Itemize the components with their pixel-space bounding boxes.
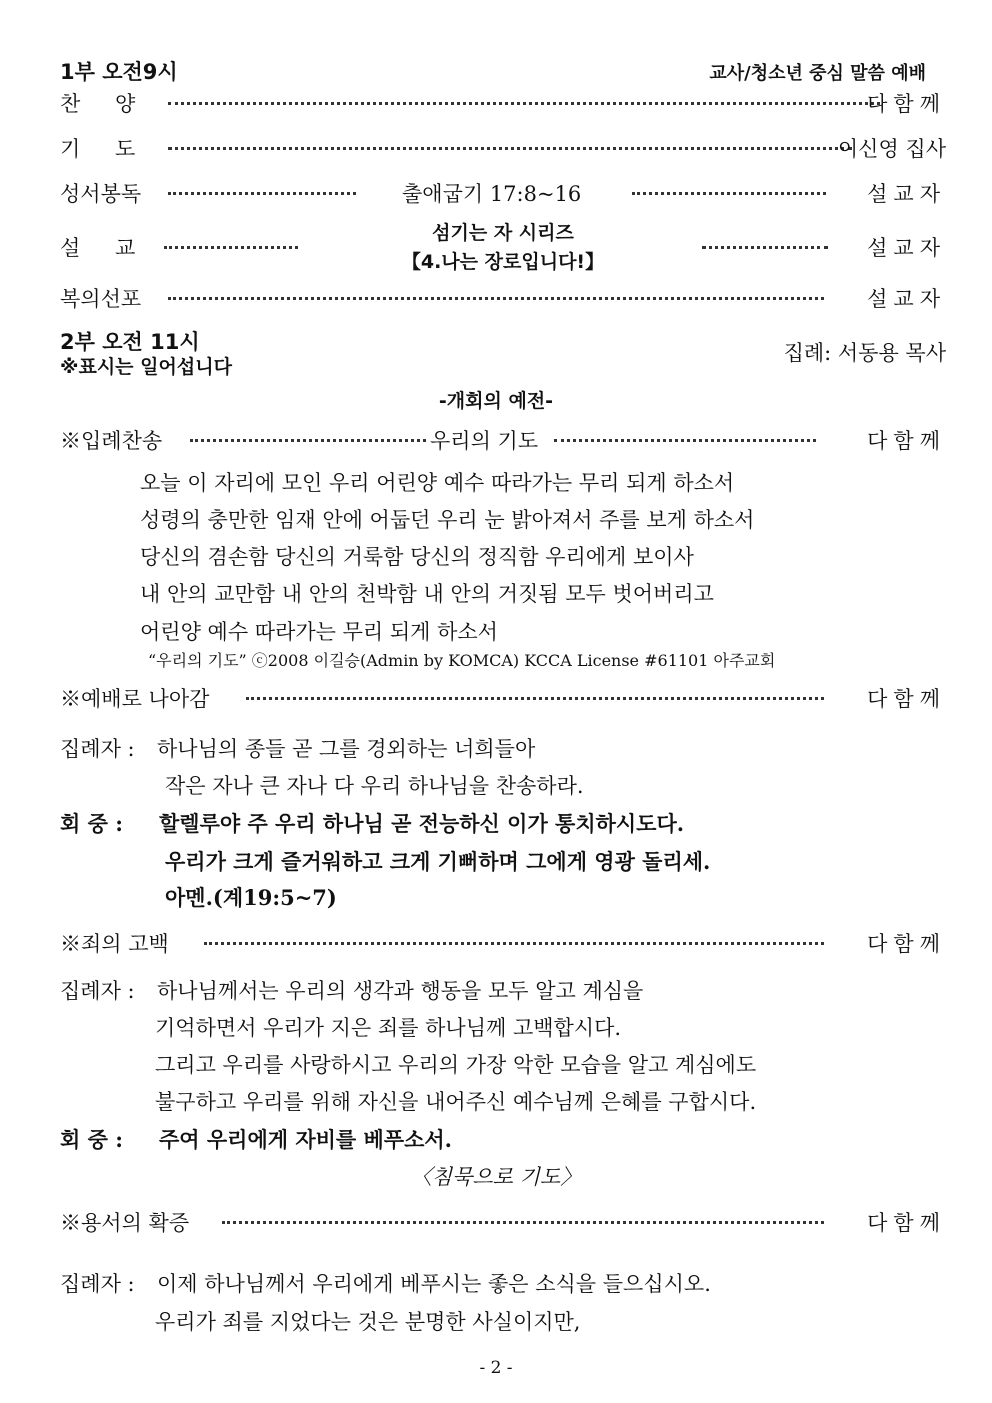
order-item-prayer (60, 133, 946, 169)
item-label: ※입례찬송 (60, 429, 163, 453)
leader-tag: 집례자 : (60, 979, 135, 1003)
item-who: 이신영 집사 (837, 137, 946, 161)
lyric-line: 당신의 겸손함 당신의 거룩함 당신의 정직함 우리에게 보이사 (140, 545, 694, 569)
leader-line: 하나님의 종들 곧 그를 경외하는 너희들아 (157, 737, 536, 761)
order-item-sermon (60, 220, 946, 276)
dot-leader (168, 192, 356, 195)
item-label: 복의선포 (60, 287, 142, 311)
leader-tag: 집례자 : (60, 1272, 135, 1296)
lyric-line: 오늘 이 자리에 모인 우리 어린양 예수 따라가는 무리 되게 하소서 (140, 471, 735, 495)
item-label: 설 교 (60, 236, 150, 260)
silent-prayer-note: 〈침묵으로 기도〉 (410, 1165, 582, 1189)
congregation-line: 아멘.(계19:5~7) (165, 885, 337, 910)
hymn-credit: “우리의 기도” ⓒ2008 이길승(Admin by KOMCA) KCCA License #61101 아주교회 (148, 651, 776, 670)
order-item-benediction (60, 283, 946, 319)
sermon-title: 【4.나는 장로입니다!】 (401, 251, 605, 273)
leader-line: 작은 자나 큰 자나 다 우리 하나님을 찬송하라. (165, 774, 584, 798)
item-label: 기 도 (60, 137, 150, 161)
item-who: 설교자 (867, 236, 946, 260)
order-item-call-to-worship (60, 683, 946, 719)
leader-line: 기억하면서 우리가 지은 죄를 하나님께 고백합시다. (155, 1016, 622, 1040)
order-item-confession (60, 928, 946, 964)
scripture-reference: 출애굽기 17:8~16 (402, 182, 582, 206)
item-label: ※예배로 나아감 (60, 687, 210, 711)
dot-leader (168, 147, 852, 150)
part1-heading: 1부 오전9시 (60, 60, 178, 84)
dot-leader (168, 102, 880, 105)
dot-leader (168, 297, 824, 300)
congregation-tag: 회 중 : (60, 1127, 123, 1152)
item-label: 찬 양 (60, 92, 150, 116)
leader-line: 불구하고 우리를 위해 자신을 내어주신 예수님께 은혜를 구합시다. (155, 1090, 757, 1114)
order-item-praise (60, 88, 946, 124)
dot-leader (702, 246, 828, 249)
item-label: ※죄의 고백 (60, 932, 169, 956)
item-who: 다함께 (867, 932, 946, 956)
section-title: -개회의 예전- (438, 390, 554, 412)
leader-line: 그리고 우리를 사랑하시고 우리의 가장 악한 모습을 알고 계심에도 (155, 1053, 757, 1077)
order-item-hymn (60, 425, 946, 461)
part1-subtitle: 교사/청소년 중심 말씀 예배 (709, 63, 926, 84)
leader-line: 이제 하나님께서 우리에게 베푸시는 좋은 소식을 들으십시오. (157, 1272, 711, 1296)
item-label: 성서봉독 (60, 182, 142, 206)
part2-heading: 2부 오전 11시 (60, 330, 200, 354)
leader-line: 우리가 죄를 지었다는 것은 분명한 사실이지만, (155, 1310, 581, 1334)
item-who: 다함께 (867, 92, 946, 116)
item-who: 설교자 (867, 182, 946, 206)
dot-leader (632, 192, 826, 195)
sermon-series: 섬기는 자 시리즈 (432, 222, 574, 244)
order-item-scripture (60, 178, 946, 214)
congregation-line: 할렐루야 주 우리 하나님 곧 전능하신 이가 통치하시도다. (159, 811, 685, 836)
dot-leader (554, 439, 816, 442)
lyric-line: 어린양 예수 따라가는 무리 되게 하소서 (140, 620, 498, 644)
item-who: 설교자 (867, 287, 946, 311)
lyric-line: 내 안의 교만함 내 안의 천박함 내 안의 거짓됨 모두 벗어버리고 (140, 582, 714, 606)
part2-leader: 집례: 서동용 목사 (783, 341, 946, 365)
dot-leader (204, 942, 824, 945)
item-who: 다함께 (867, 687, 946, 711)
page-number: - 2 - (479, 1358, 513, 1378)
hymn-title: 우리의 기도 (430, 429, 539, 453)
leader-line: 하나님께서는 우리의 생각과 행동을 모두 알고 계심을 (157, 979, 644, 1003)
dot-leader (246, 697, 824, 700)
lyric-line: 성령의 충만한 임재 안에 어둡던 우리 눈 밝아져서 주를 보게 하소서 (140, 508, 755, 532)
standing-note: ※표시는 일어섭니다 (60, 356, 232, 378)
leader-tag: 집례자 : (60, 737, 135, 761)
order-item-assurance (60, 1207, 946, 1243)
item-label: ※용서의 확증 (60, 1211, 190, 1235)
dot-leader (222, 1221, 824, 1224)
congregation-tag: 회 중 : (60, 811, 123, 836)
item-who: 다함께 (867, 1211, 946, 1235)
congregation-line: 우리가 크게 즐거워하고 크게 기뻐하며 그에게 영광 돌리세. (165, 849, 711, 874)
congregation-line: 주여 우리에게 자비를 베푸소서. (159, 1127, 452, 1152)
dot-leader (190, 439, 426, 442)
item-who: 다함께 (867, 429, 946, 453)
